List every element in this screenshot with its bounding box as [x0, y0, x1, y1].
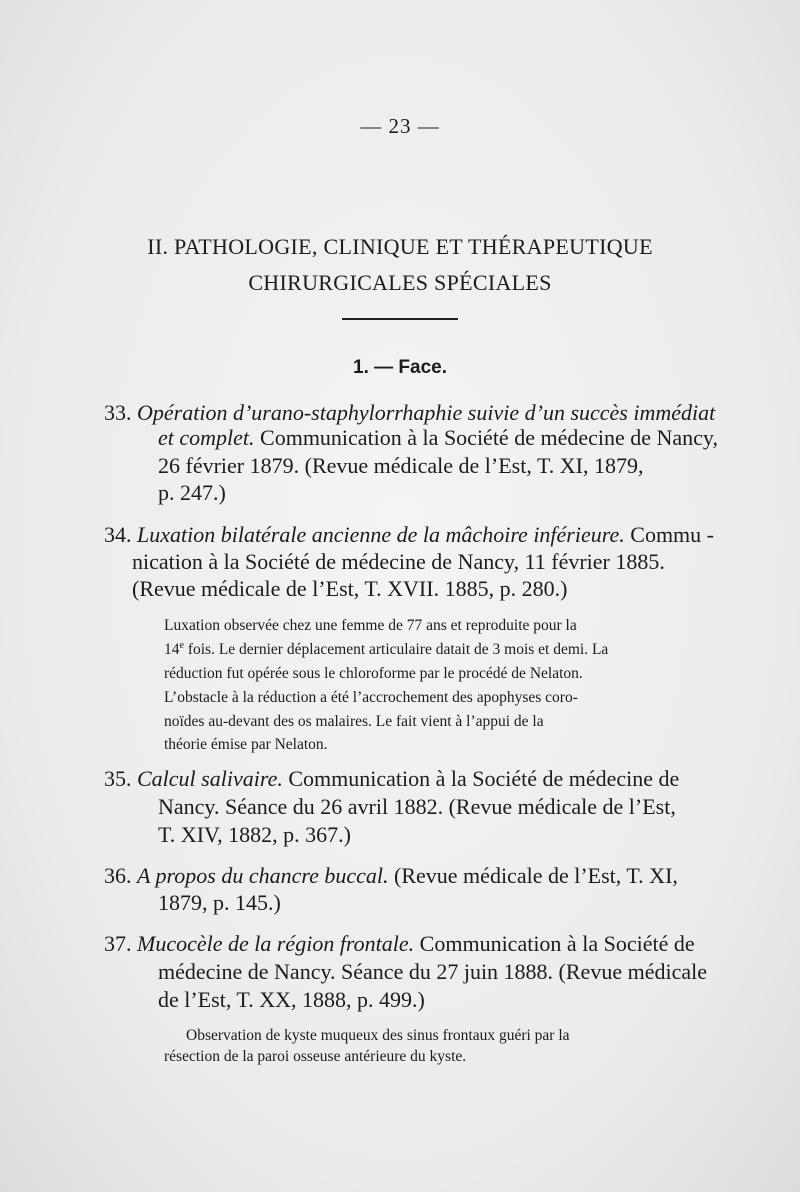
entry-33-title-cont: et complet.: [158, 425, 255, 450]
entry-37-title: Mucocèle de la région frontale.: [137, 931, 415, 956]
section-heading-line2: CHIRURGICALES SPÉCIALES: [248, 270, 552, 295]
entry-34-note-line5: noïdes au-devant des os malaires. Le fait vient à l’appui de la: [164, 713, 544, 730]
entry-34-note-line6: théorie émise par Nelaton.: [164, 736, 328, 753]
entry-37-line1: 37. Mucocèle de la région frontale. Communication à la Société de: [104, 931, 695, 956]
entry-37-note-line1: Observation de kyste muqueux des sinus frontaux guéri par la: [186, 1027, 570, 1044]
entry-34-line1: 34. Luxation bilatérale ancienne de la mâchoire inférieure. Commu -: [104, 522, 714, 547]
entry-33-line3: 26 février 1879. (Revue médicale de l’Est, T. XI, 1879,: [158, 453, 644, 478]
entry-34-note-line4: L’obstacle à la réduction a été l’accrochement des apophyses coro-: [164, 689, 578, 706]
entry-37-note-line2: résection de la paroi osseuse antérieure du kyste.: [164, 1048, 467, 1065]
entry-36-number: 36.: [104, 863, 132, 888]
section-heading-line1: II. PATHOLOGIE, CLINIQUE ET THÉRAPEUTIQUE: [147, 234, 653, 259]
entry-33-number: 33.: [104, 400, 132, 425]
entry-34-line2: nication à la Société de médecine de Nancy, 11 février 1885.: [132, 549, 665, 574]
entry-35-line1: 35. Calcul salivaire. Communication à la Société de médecine de: [104, 766, 680, 791]
entry-34-note-line1: Luxation observée chez une femme de 77 ans et reproduite pour la: [164, 617, 577, 634]
entry-37-line3: de l’Est, T. XX, 1888, p. 499.): [158, 987, 425, 1012]
entry-34-line3: (Revue médicale de l’Est, T. XVII. 1885, p. 280.): [132, 576, 568, 601]
entry-37-line2: médecine de Nancy. Séance du 27 juin 1888. (Revue médicale: [158, 959, 707, 984]
entry-34-note-line3: réduction fut opérée sous le chloroforme par le procédé de Nelaton.: [164, 665, 583, 682]
entry-33-line2: et complet. Communication à la Société de médecine de Nancy,: [158, 425, 718, 450]
subsection-heading: 1. — Face.: [353, 357, 447, 378]
entry-34-note-line2: 14e fois. Le dernier déplacement articulaire datait de 3 mois et demi. La: [164, 639, 609, 658]
entry-36-line2: 1879, p. 145.): [158, 890, 281, 915]
entry-33-title: Opération d’urano-staphylorrhaphie suivie d’un succès immédiat: [137, 400, 716, 425]
page-number: — 23 —: [360, 114, 440, 138]
entry-37-number: 37.: [104, 931, 132, 956]
heading-rule: [342, 318, 458, 320]
entry-36-title: A propos du chancre buccal.: [137, 863, 389, 888]
entry-34-title: Luxation bilatérale ancienne de la mâchoire inférieure.: [137, 522, 625, 547]
entry-35-line3: T. XIV, 1882, p. 367.): [158, 822, 351, 847]
entry-33-line4: p. 247.): [158, 480, 226, 505]
entry-35-line2: Nancy. Séance du 26 avril 1882. (Revue médicale de l’Est,: [158, 794, 676, 819]
entry-34-number: 34.: [104, 522, 132, 547]
entry-36-line1: 36. A propos du chancre buccal. (Revue médicale de l’Est, T. XI,: [104, 863, 678, 888]
entry-35-number: 35.: [104, 766, 132, 791]
entry-35-title: Calcul salivaire.: [137, 766, 283, 791]
